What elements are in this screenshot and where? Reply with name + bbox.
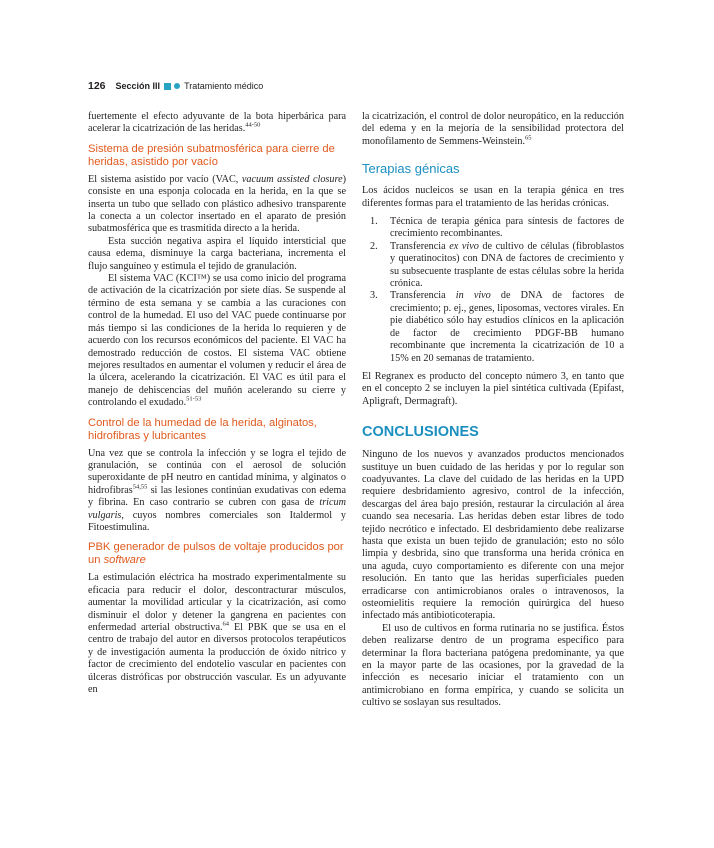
paragraph: El sistema VAC (KCI™) se usa como inicio del programa de activación de la cicatrización por siete días. Se suspende al término de esta semana y se cambia a las curaciones con control de la humedad. El uso del VAC puede continuarse por más tiempo si las condiciones de la herida lo requieren y de acuerdo con los recursos económicos del paciente. El VAC ha demostrado reducción de costos. El sistema VAC obtiene mejores resultados en aumentar el volumen y reducir el área de la úlcera, acelerando la cicatrización. El VAC es útil para el manejo de dehiscencias del muñón acelerando su cierre y controlando el exudado.$^{51-53}$ (88, 273, 346, 409)
paragraph: Una vez que se controla la infección y se logra el tejido de granulación, se continúa con el aerosol de solución superoxidante de pH neutro en cantidad mínima, y alginatos o hidrofibras$^{54,55}$ si las lesiones continúan exudativas con edema y fibrina. En caso contrario se cubren con gasa de tricum vulgaris, cuyos nombres comerciales son Italdermol y Fitoestimulina. (88, 447, 346, 533)
paragraph: Esta succión negativa aspira el líquido intersticial que causa edema, disminuye la carga bacteriana, incrementa el flujo sanguíneo y estimula el tejido de granulación. (88, 235, 346, 272)
section-heading-conclusiones: CONCLUSIONES (362, 424, 479, 441)
list-item: 3. Transferencia in vivo de DNA de factores de crecimiento; p. ej., genes, liposomas, vectores virales. En pie diabético sólo hay estudios clínicos en la aplicación de factor de crecimiento PDGF-BB humano recombinante que incrementa la cicatrización de 10 a 15% en 20 semanas de tratamiento. (370, 290, 624, 364)
reference-superscript: 54,55 (132, 483, 148, 491)
section-heading-terapias: Terapias génicas (362, 161, 460, 177)
page-header (88, 79, 263, 93)
section-heading-vac: Sistema de presión subatmosférica para cierre de heridas, asistido por vacío (88, 142, 335, 168)
paragraph: El Regranex es producto del concepto número 3, en tanto que en el concepto 2 se incluyen la piel sintética cultivada (Epifast, Apligraft, Dermagraft). (362, 370, 624, 407)
section-heading-pbk: PBK generador de pulsos de voltaje producidos por un software (88, 541, 344, 567)
section-square-icon (164, 83, 171, 90)
paragraph: fuertemente el efecto adyuvante de la bota hiperbárica para acelerar la cicatrización de las heridas.$^{44-50}$ (88, 111, 346, 135)
paragraph: la cicatrización, el control de dolor neuropático, en la reducción del edema y en la mejoría de la sensibilidad protectora del monofilamento de Semmens-Weinstein.$^{65}$ (362, 111, 624, 147)
chapter-title: Tratamiento médico (184, 81, 264, 91)
section-heading-humedad: Control de la humedad de la herida, alginatos, hidrofibras y lubricantes (88, 416, 317, 442)
left-column (88, 111, 346, 696)
bullet-dot-icon (174, 83, 180, 89)
paragraph: Ninguno de los nuevos y avanzados productos mencionados sustituye un buen cuidado de las heridas y por lo regular son coadyuvantes. La clave del cuidado de las heridas en la UPD requiere desbridamiento agresivo, control de la infección, descargas del área bajo presión, restaurar la circulación al área cuando sea necesaria. Las heridas deben estar libres de todo tejido necrótico e infectado. El desbridamiento debe realizarse hasta que exista un buen tejido de granulación; esto no sólo limpia y desbrida, sino que transforma una herida crónica en una aguda, cuyo comportamiento es diferente con una mejor resolución. En tanto que las heridas superficiales pueden erradicarse con antimicrobianos orales o intravenosos, la osteomielitis requiere la remoción quirúrgica del hueso infectado más antibioticoterapia. (362, 449, 624, 622)
paragraph: El uso de cultivos en forma rutinaria no se justifica. Éstos deben realizarse dentro de un programa específico para determinar la flora bacteriana patógena predominante, ya que en la mayor parte de las ocasiones, por la gravedad de la infección es necesario iniciar el tratamiento con un antimicrobiano en forma empírica, y cuando se solicita un cultivo se soslayan sus resultados. (362, 622, 624, 709)
paragraph: El sistema asistido por vacío (VAC, vacuum assisted closure) consiste en una esponja colocada en la herida, en la que se inserta un tubo que sellado con plástico adhesivo transparente la conecta a un colector insertado en el aparato de presión subatmosférica que es trasmitida directo a la herida. (88, 173, 346, 235)
numbered-list (362, 216, 624, 365)
page-number: 126 (88, 80, 106, 92)
paragraph: Los ácidos nucleicos se usan en la terapia génica en tres diferentes formas para el tratamiento de las heridas crónicas. (362, 185, 624, 209)
reference-superscript: 51-53 (186, 395, 202, 403)
reference-superscript: 44-50 (245, 122, 261, 130)
reference-superscript: 64 (222, 620, 230, 628)
paragraph: La estimulación eléctrica ha mostrado experimentalmente su eficacia para reducir el dolor, descontracturar músculos, aumentar la movilidad articular y la cicatrización, así como disminuir el dolor y detener la gangrena en pacientes con enfermedad arterial obstructiva.$^{64}$ El PBK que se usa en el centro de trabajo del autor en diversos protocolos terapéuticos y de investigación aumenta la producción de óxido nítrico y factor de crecimiento del endotelio vascular en pacientes con úlceras distróficas por obstrucción vascular. Es un adyuvante en (88, 572, 346, 696)
right-column (362, 111, 624, 710)
list-item: 1. Técnica de terapia génica para síntesis de factores de crecimiento recombinantes. (370, 216, 624, 240)
list-item: 2. Transferencia ex vivo de cultivo de células (fibroblastos y queratinocitos) con DNA de factores de crecimiento y su subsecuente trasplante de estas células sobre la herida crónica. (370, 240, 624, 290)
section-label: Sección III (115, 81, 161, 91)
reference-superscript: 65 (525, 134, 532, 142)
